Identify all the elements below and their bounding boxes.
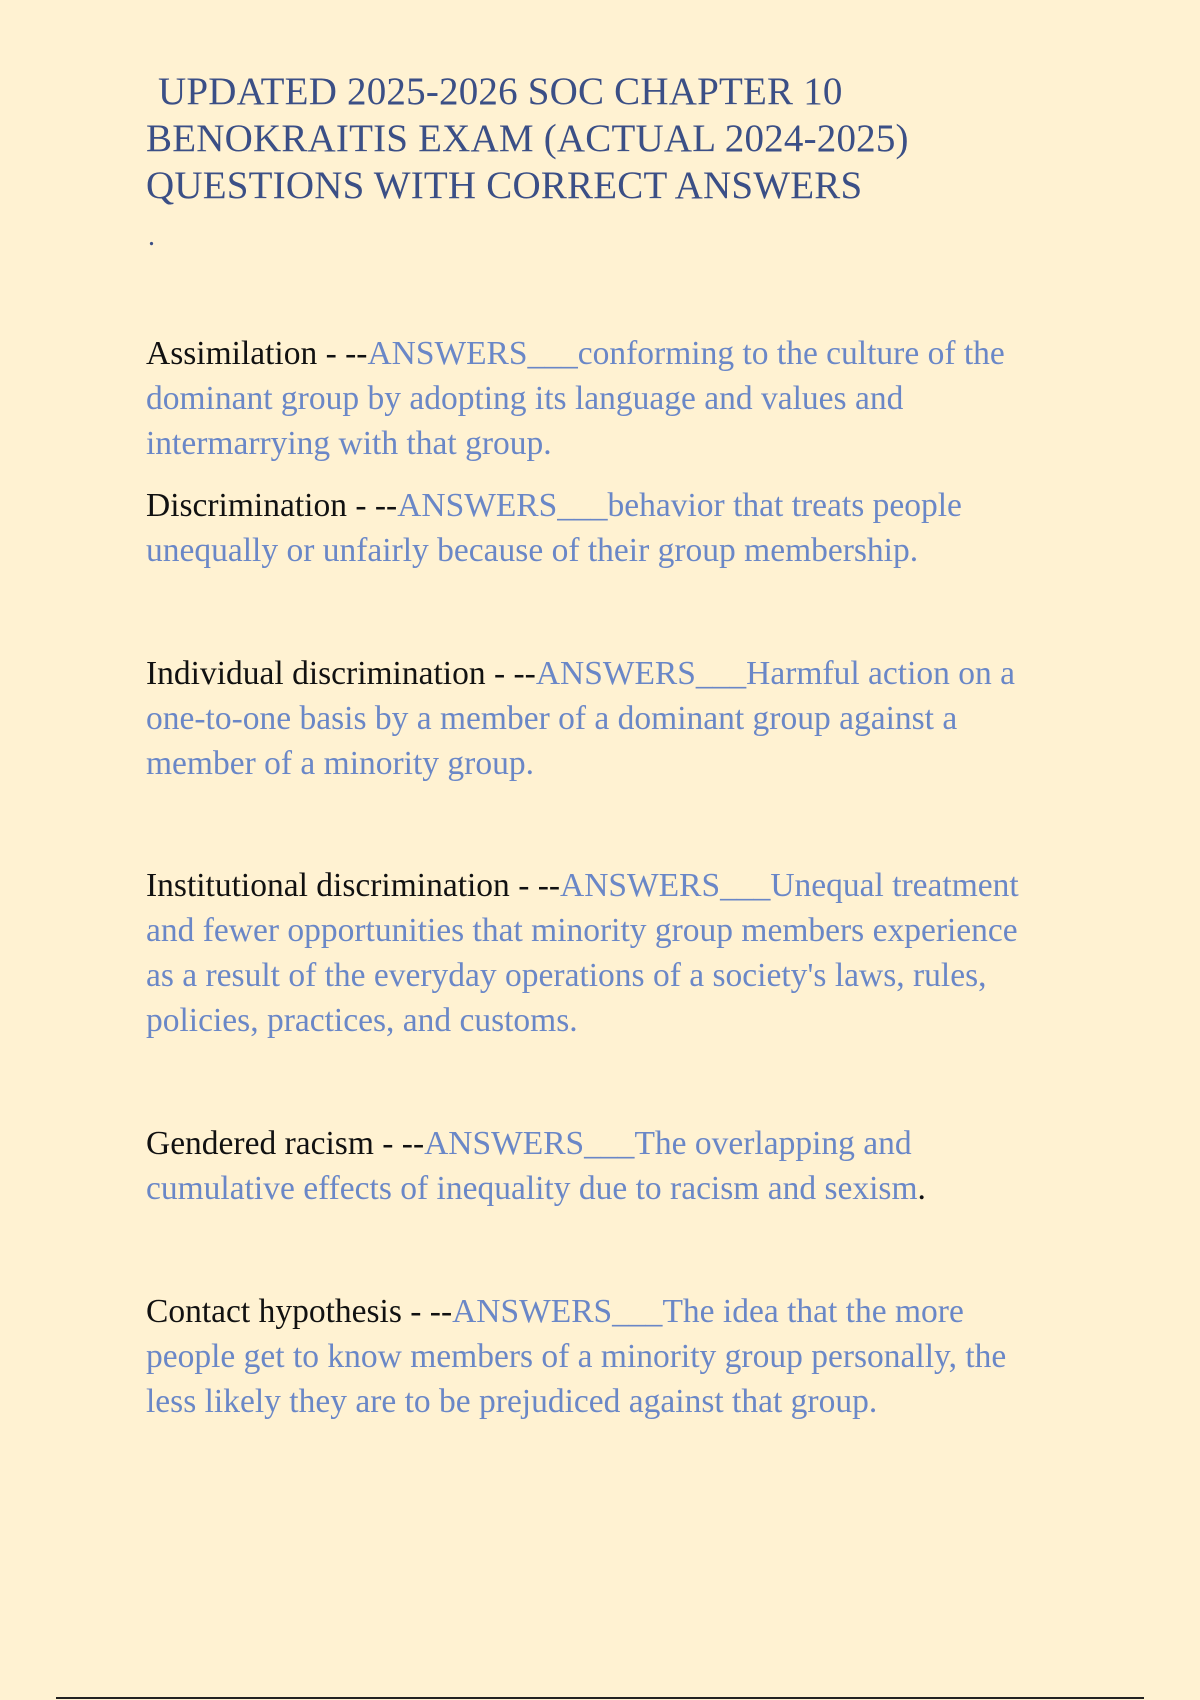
answer-marker: ANSWERS___ [367,335,578,372]
entry-term: Contact hypothesis [146,1293,402,1330]
title-line: UPDATED 2025-2026 SOC CHAPTER 10 [158,70,843,113]
entry-separator: - -- [485,655,536,692]
qa-entry [146,331,1046,466]
document-title [146,68,1046,209]
qa-entry [146,483,1046,573]
qa-entry [146,863,1046,1043]
answer-marker: ANSWERS___ [452,1293,663,1330]
entry-separator: - -- [373,1125,425,1162]
answer-marker: ANSWERS___ [424,1125,635,1162]
entry-term: Institutional discrimination [146,867,510,904]
title-line: QUESTIONS WITH CORRECT ANSWERS [146,164,863,207]
entry-definition: The overlapping and cumulative effects of inequality due to racism and sexism [146,1125,918,1207]
entry-definition: conforming to the culture of the dominant group by adopting its language and values and intermarrying with that group. [146,335,1005,462]
title-dot: . [148,221,155,252]
entry-separator: - -- [317,335,368,372]
qa-entry [146,1289,1046,1424]
entry-tail: . [917,1170,926,1207]
entry-definition: Unequal treatment and fewer opportunities that minority group members experience as a result of the everyday operations of a society's laws, rules, policies, practices, and customs. [146,867,1019,1039]
footer-rule [56,1697,1144,1699]
entry-separator: - -- [401,1293,453,1330]
entry-term: Gendered racism [146,1125,374,1162]
title-line: BENOKRAITIS EXAM (ACTUAL 2024-2025) [146,117,909,160]
entry-separator: - -- [346,487,398,524]
entry-term: Individual discrimination [146,655,486,692]
qa-entry [146,1121,1046,1211]
answer-marker: ANSWERS___ [535,655,747,692]
answer-marker: ANSWERS___ [560,867,771,904]
entry-term: Assimilation [146,335,318,372]
entry-term: Discrimination [146,487,347,524]
entry-definition: behavior that treats people unequally or unfairly because of their group membership. [146,487,962,569]
entry-separator: - -- [509,867,561,904]
answer-marker: ANSWERS___ [397,487,608,524]
entry-definition: The idea that the more people get to know members of a minority group personally, the less likely they are to be prejudiced against that group. [146,1293,1007,1420]
qa-entry [146,651,1046,786]
entry-definition: Harmful action on a one-to-one basis by a member of a dominant group against a member of a minority group. [146,655,1015,782]
